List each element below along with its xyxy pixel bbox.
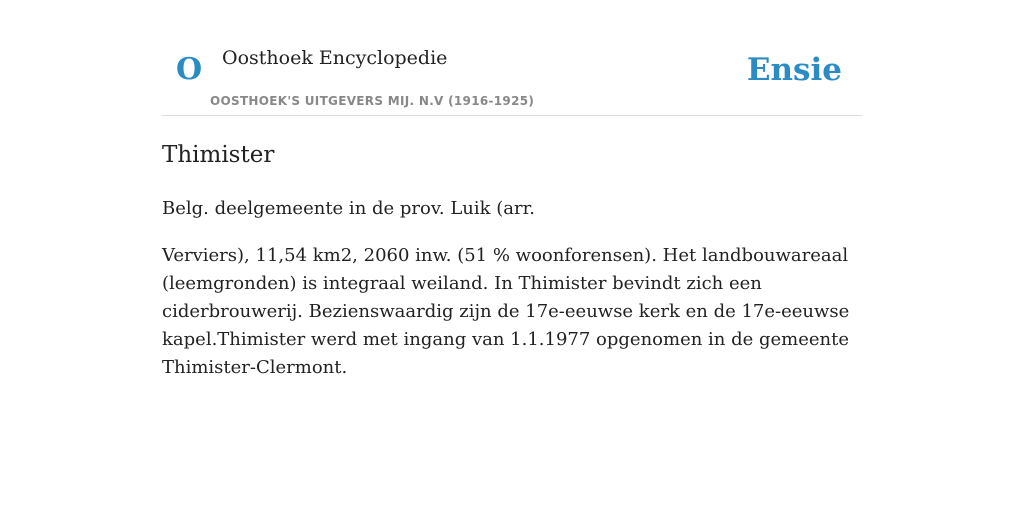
article-title: Thimister [162, 142, 275, 168]
article-paragraph: Verviers), 11,54 km2, 2060 inw. (51 % woonforensen). Het landbouwareaal (leemgronden) is integraal weiland. In Thimister bevindt zich een ciderbrouwerij. Bezienswaardig zijn de 17e-eeuwse kerk en de 17e-eeuwse kapel.Thimister werd met ingang van 1.1.1977 opgenomen in de gemeente Thimister-Clermont. [162, 245, 850, 378]
encyclopedia-logo-icon[interactable]: O [176, 52, 203, 87]
site-title-link[interactable]: Oosthoek Encyclopedie [222, 47, 448, 69]
header [162, 0, 862, 116]
article-paragraph: Belg. deelgemeente in de prov. Luik (arr. [162, 198, 535, 219]
ensie-brand-link[interactable]: Ensie [746, 52, 842, 88]
page [162, 0, 862, 382]
publisher-label: OOSTHOEK'S UITGEVERS MIJ. N.V (1916-1925) [210, 94, 535, 108]
